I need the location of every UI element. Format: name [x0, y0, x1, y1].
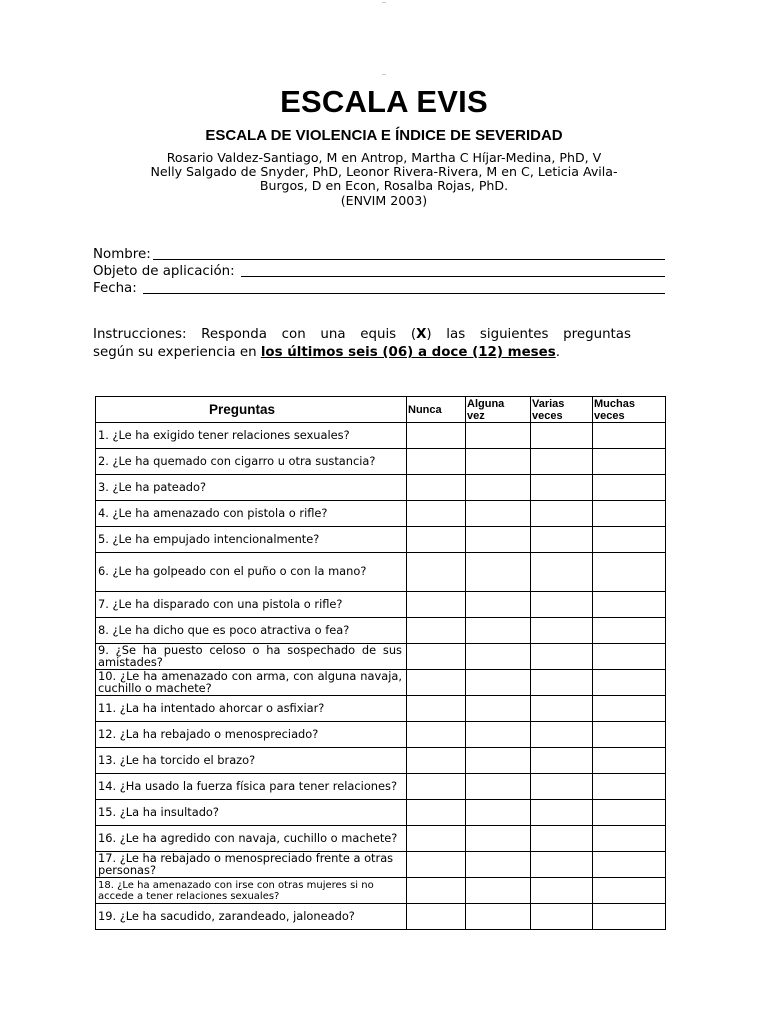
answer-cell-alguna-vez[interactable]	[466, 696, 531, 722]
table-row	[96, 475, 666, 501]
table-row	[96, 618, 666, 644]
instructions-line-2	[93, 344, 631, 362]
question-text: 17. ¿Le ha rebajado o menospreciado frente a otras personas?	[96, 852, 407, 878]
question-text: 4. ¿Le ha amenazado con pistola o rifle?	[96, 501, 407, 527]
answer-cell-alguna-vez[interactable]	[466, 800, 531, 826]
answer-cell-muchas-veces[interactable]	[593, 722, 666, 748]
answer-cell-nunca[interactable]	[407, 644, 466, 670]
table-row	[96, 774, 666, 800]
answer-cell-muchas-veces[interactable]	[593, 696, 666, 722]
question-text: 13. ¿Le ha torcido el brazo?	[96, 748, 407, 774]
answer-cell-muchas-veces[interactable]	[593, 423, 666, 449]
answer-cell-varias-veces[interactable]	[531, 449, 593, 475]
nombre-line[interactable]	[153, 258, 665, 260]
answer-cell-alguna-vez[interactable]	[466, 553, 531, 592]
answer-cell-muchas-veces[interactable]	[593, 878, 666, 904]
answer-cell-nunca[interactable]	[407, 878, 466, 904]
answer-cell-nunca[interactable]	[407, 501, 466, 527]
question-text: 10. ¿Le ha amenazado con arma, con alguna navaja, cuchillo o machete?	[96, 670, 407, 696]
answer-cell-nunca[interactable]	[407, 449, 466, 475]
question-text: 7. ¿Le ha disparado con una pistola o rifle?	[96, 592, 407, 618]
answer-cell-varias-veces[interactable]	[531, 774, 593, 800]
answer-cell-varias-veces[interactable]	[531, 852, 593, 878]
table-row	[96, 501, 666, 527]
header-mark: —	[382, 0, 386, 5]
answer-cell-nunca[interactable]	[407, 826, 466, 852]
table-row	[96, 904, 666, 930]
answer-cell-varias-veces[interactable]	[531, 800, 593, 826]
small-mark: —	[382, 72, 386, 77]
question-text: 2. ¿Le ha quemado con cigarro u otra sustancia?	[96, 449, 407, 475]
questions-body	[96, 423, 666, 930]
answer-cell-varias-veces[interactable]	[531, 501, 593, 527]
answer-cell-nunca[interactable]	[407, 670, 466, 696]
objeto-field[interactable]	[93, 262, 665, 279]
table-row	[96, 852, 666, 878]
table-row	[96, 696, 666, 722]
question-text: 14. ¿Ha usado la fuerza física para tener relaciones?	[96, 774, 407, 800]
answer-cell-alguna-vez[interactable]	[466, 475, 531, 501]
answer-cell-alguna-vez[interactable]	[466, 774, 531, 800]
table-row	[96, 553, 666, 592]
answer-cell-alguna-vez[interactable]	[466, 423, 531, 449]
objeto-line[interactable]	[241, 275, 665, 277]
answer-cell-nunca[interactable]	[407, 904, 466, 930]
answer-cell-nunca[interactable]	[407, 423, 466, 449]
answer-cell-nunca[interactable]	[407, 527, 466, 553]
instructions-line-1	[93, 326, 631, 344]
questions-table	[95, 396, 666, 930]
instructions-part3: según su experiencia en	[93, 345, 261, 360]
answer-cell-muchas-veces[interactable]	[593, 592, 666, 618]
fecha-label: Fecha:	[93, 281, 137, 296]
question-text: 15. ¿La ha insultado?	[96, 800, 407, 826]
answer-cell-alguna-vez[interactable]	[466, 852, 531, 878]
answer-cell-alguna-vez[interactable]	[466, 592, 531, 618]
table-row	[96, 423, 666, 449]
answer-cell-nunca[interactable]	[407, 618, 466, 644]
answer-cell-varias-veces[interactable]	[531, 826, 593, 852]
answer-cell-nunca[interactable]	[407, 800, 466, 826]
table-row	[96, 826, 666, 852]
answer-cell-varias-veces[interactable]	[531, 722, 593, 748]
question-text: 19. ¿Le ha sacudido, zarandeado, jaloneado?	[96, 904, 407, 930]
answer-cell-muchas-veces[interactable]	[593, 800, 666, 826]
answer-cell-muchas-veces[interactable]	[593, 527, 666, 553]
answer-cell-muchas-veces[interactable]	[593, 618, 666, 644]
table-row	[96, 878, 666, 904]
answer-cell-muchas-veces[interactable]	[593, 774, 666, 800]
table-row	[96, 527, 666, 553]
answer-cell-nunca[interactable]	[407, 592, 466, 618]
answer-cell-alguna-vez[interactable]	[466, 878, 531, 904]
question-text: 11. ¿La ha intentado ahorcar o asfixiar?	[96, 696, 407, 722]
question-text: 9. ¿Se ha puesto celoso o ha sospechado de sus amistades?	[96, 644, 407, 670]
answer-cell-alguna-vez[interactable]	[466, 904, 531, 930]
answer-cell-varias-veces[interactable]	[531, 527, 593, 553]
answer-cell-nunca[interactable]	[407, 475, 466, 501]
answer-cell-nunca[interactable]	[407, 696, 466, 722]
answer-cell-varias-veces[interactable]	[531, 553, 593, 592]
instructions-part2: ) las siguientes preguntas	[426, 327, 631, 342]
answer-cell-alguna-vez[interactable]	[466, 618, 531, 644]
table-row	[96, 449, 666, 475]
instructions-period: los últimos seis (06) a doce (12) meses	[260, 345, 556, 360]
answer-cell-varias-veces[interactable]	[531, 670, 593, 696]
instructions-mark: X	[416, 327, 427, 342]
question-text: 1. ¿Le ha exigido tener relaciones sexuales?	[96, 423, 407, 449]
instructions-part1: Instrucciones: Responda con una equis (	[93, 327, 417, 342]
answer-cell-varias-veces[interactable]	[531, 644, 593, 670]
answer-cell-alguna-vez[interactable]	[466, 670, 531, 696]
header-muchas-veces	[593, 397, 666, 423]
answer-cell-varias-veces[interactable]	[531, 618, 593, 644]
answer-cell-nunca[interactable]	[407, 748, 466, 774]
answer-cell-varias-veces[interactable]	[531, 878, 593, 904]
answer-cell-alguna-vez[interactable]	[466, 722, 531, 748]
answer-cell-varias-veces[interactable]	[531, 475, 593, 501]
instructions-end: .	[555, 345, 560, 360]
answer-cell-alguna-vez[interactable]	[466, 527, 531, 553]
header-preguntas: Preguntas	[96, 397, 407, 423]
table-row	[96, 644, 666, 670]
table-row	[96, 800, 666, 826]
answer-cell-alguna-vez[interactable]	[466, 501, 531, 527]
header-nunca	[407, 397, 466, 423]
answer-cell-muchas-veces[interactable]	[593, 449, 666, 475]
answer-cell-varias-veces[interactable]	[531, 423, 593, 449]
answer-cell-nunca[interactable]	[407, 553, 466, 592]
answer-cell-varias-veces[interactable]	[531, 904, 593, 930]
answer-cell-muchas-veces[interactable]	[593, 904, 666, 930]
table-row	[96, 722, 666, 748]
answer-cell-muchas-veces[interactable]	[593, 670, 666, 696]
answer-cell-muchas-veces[interactable]	[593, 644, 666, 670]
source-text: (ENVIM 2003)	[340, 192, 428, 208]
question-text: 5. ¿Le ha empujado intencionalmente?	[96, 527, 407, 553]
header-varias-veces	[531, 397, 593, 423]
header-alguna-vez	[466, 397, 531, 423]
answer-cell-alguna-vez[interactable]	[466, 644, 531, 670]
question-text: 18. ¿Le ha amenazado con irse con otras mujeres si no accede a tener relaciones sexuales?	[96, 878, 407, 904]
question-text: 8. ¿Le ha dicho que es poco atractiva o fea?	[96, 618, 407, 644]
answer-cell-alguna-vez[interactable]	[466, 449, 531, 475]
objeto-label: Objeto de aplicación:	[93, 264, 235, 279]
instructions	[93, 326, 631, 362]
document-title: ESCALA EVIS	[280, 84, 488, 119]
authors-block	[150, 151, 618, 208]
question-text: 3. ¿Le ha pateado?	[96, 475, 407, 501]
nombre-label: Nombre:	[93, 247, 151, 262]
answer-cell-muchas-veces[interactable]	[593, 748, 666, 774]
table-row	[96, 670, 666, 696]
answer-cell-muchas-veces[interactable]	[593, 553, 666, 592]
table-row	[96, 748, 666, 774]
fecha-line[interactable]	[143, 292, 665, 294]
answer-cell-alguna-vez[interactable]	[466, 826, 531, 852]
answer-cell-varias-veces[interactable]	[531, 592, 593, 618]
header-alguna-label: Alguna vez	[467, 397, 505, 422]
question-text: 16. ¿Le ha agredido con navaja, cuchillo o machete?	[96, 826, 407, 852]
answer-cell-varias-veces[interactable]	[531, 748, 593, 774]
table-header-row	[96, 397, 666, 423]
fecha-field[interactable]	[93, 279, 665, 296]
header-muchas-label: Muchas veces	[594, 397, 635, 422]
table-row	[96, 592, 666, 618]
header-varias-label: Varias veces	[532, 397, 565, 422]
answer-cell-muchas-veces[interactable]	[593, 826, 666, 852]
answer-cell-nunca[interactable]	[407, 774, 466, 800]
question-text: 12. ¿La ha rebajado o menospreciado?	[96, 722, 407, 748]
header-nunca-label: Nunca	[408, 403, 442, 416]
answer-cell-nunca[interactable]	[407, 852, 466, 878]
answer-cell-varias-veces[interactable]	[531, 696, 593, 722]
question-text: 6. ¿Le ha golpeado con el puño o con la mano?	[96, 553, 407, 592]
answer-cell-alguna-vez[interactable]	[466, 748, 531, 774]
answer-cell-muchas-veces[interactable]	[593, 501, 666, 527]
authors-text: Rosario Valdez-Santiago, M en Antrop, Martha C Híjar-Medina, PhD, V Nelly Salgado de Snyder, PhD, Leonor Rivera-Rivera, M en C, Leticia Avila-Burgos, D en Econ, Rosalba Rojas, PhD.	[150, 150, 618, 194]
answer-cell-muchas-veces[interactable]	[593, 852, 666, 878]
answer-cell-muchas-veces[interactable]	[593, 475, 666, 501]
nombre-field[interactable]	[93, 245, 665, 262]
answer-cell-nunca[interactable]	[407, 722, 466, 748]
document-subtitle: ESCALA DE VIOLENCIA E ÍNDICE DE SEVERIDAD	[205, 127, 563, 144]
